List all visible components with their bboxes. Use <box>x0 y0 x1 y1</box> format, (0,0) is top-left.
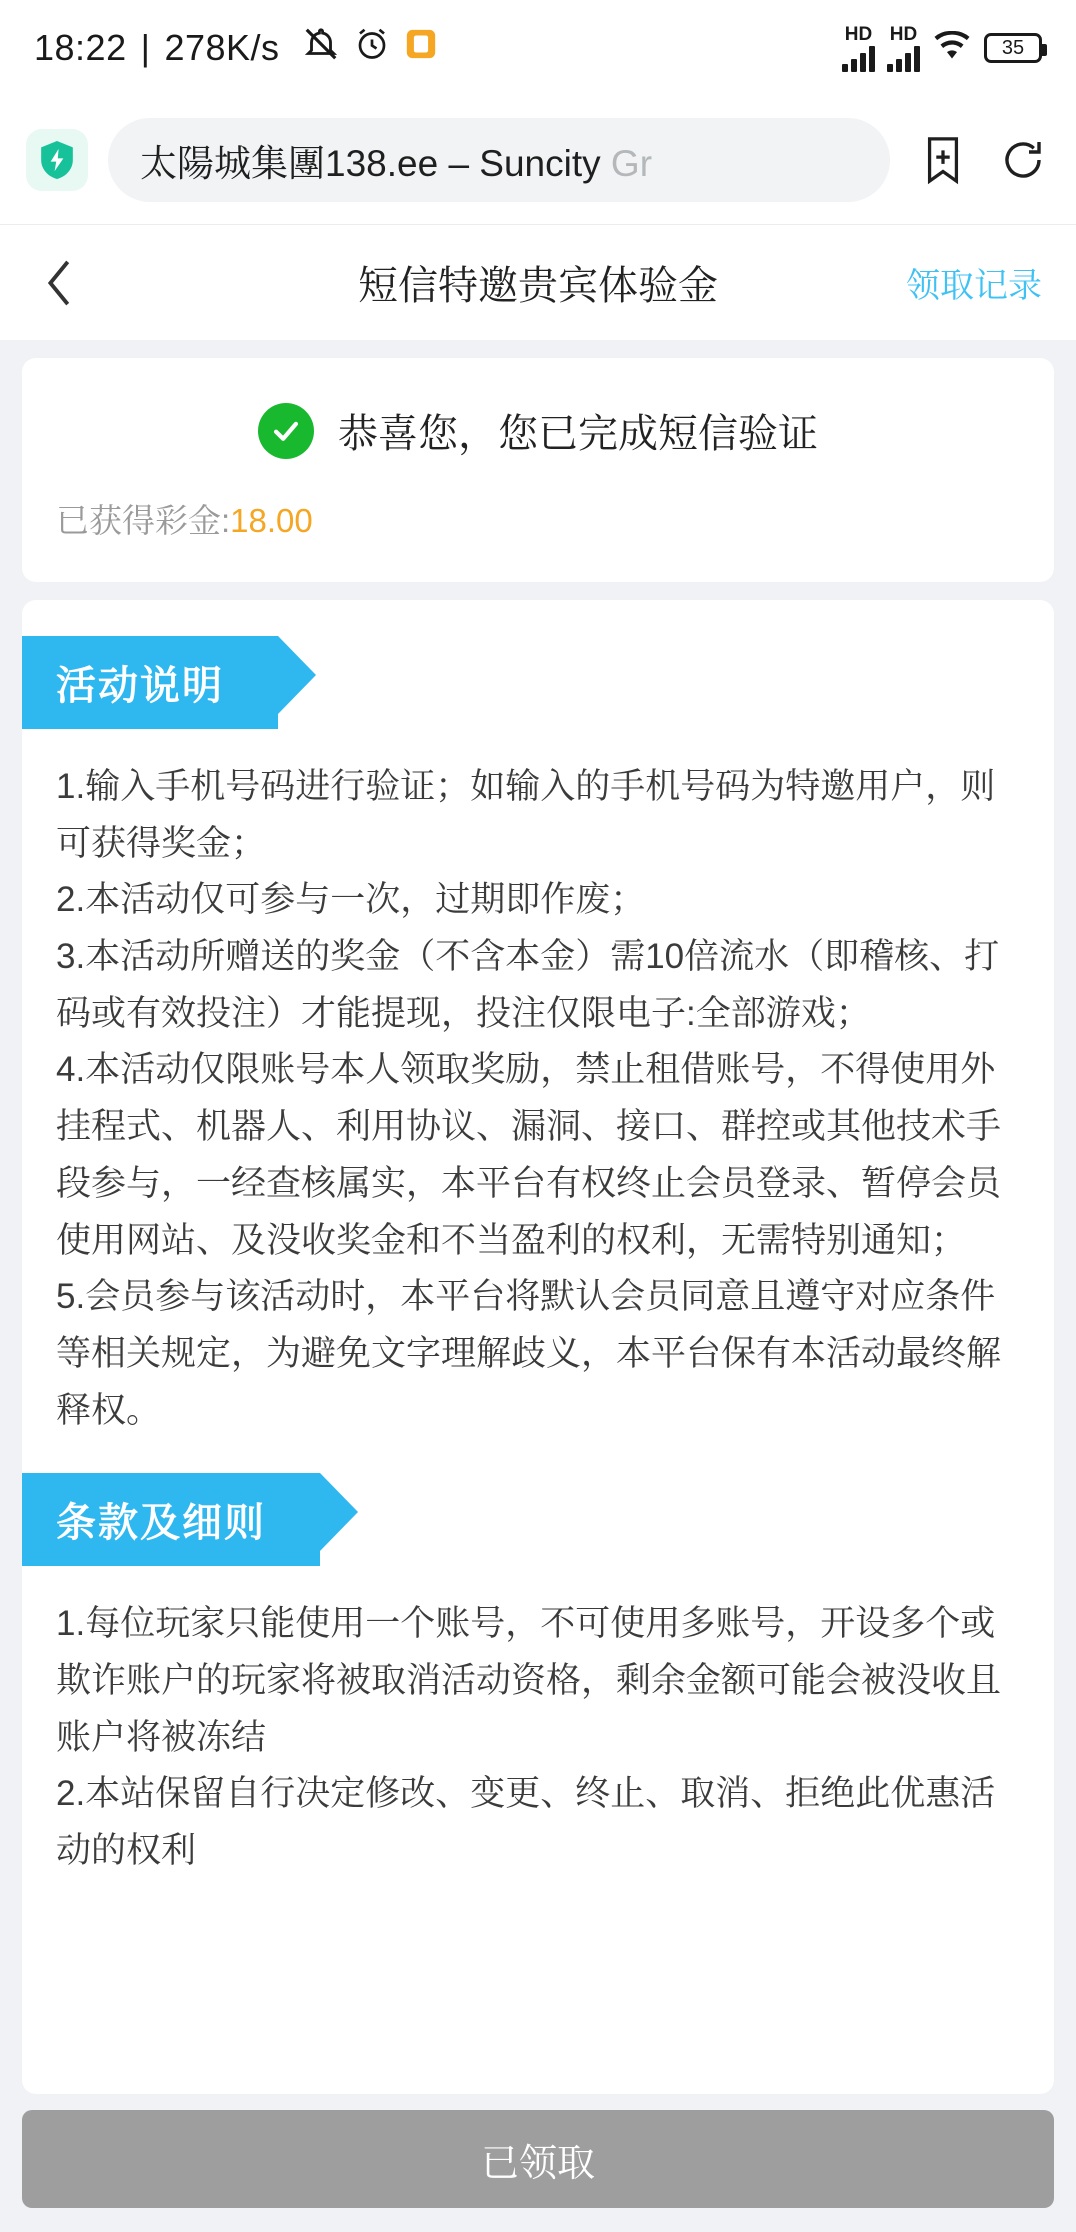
wifi-icon <box>932 31 972 66</box>
status-left-icons <box>302 25 438 72</box>
status-network-speed: 278K/s <box>164 27 280 68</box>
main-content <box>0 340 1076 2094</box>
reload-icon[interactable] <box>996 133 1050 187</box>
status-right-icons <box>842 25 1042 72</box>
hd-label-2: HD <box>889 23 918 45</box>
page-title: 短信特邀贵宾体验金 <box>358 264 718 308</box>
section-1-ribbon: 活动说明 <box>22 636 278 729</box>
battery-percent: 35 <box>1001 36 1025 59</box>
signal-icon-2 <box>887 25 920 72</box>
success-card <box>22 358 1054 582</box>
back-chevron-icon[interactable] <box>34 257 86 309</box>
status-separator: | <box>140 27 151 68</box>
section-2-header <box>22 1439 1054 1566</box>
section-2-body <box>22 1566 1054 1879</box>
url-text-faded: Gr <box>610 143 653 184</box>
status-bar <box>0 0 1076 96</box>
url-text: 太陽城集團138.ee – Suncity Gr <box>140 143 653 184</box>
section-2-ribbon: 条款及细则 <box>22 1473 320 1566</box>
shield-lightning-icon[interactable] <box>26 129 88 191</box>
browser-actions <box>910 133 1050 187</box>
section-1-header <box>22 600 1054 729</box>
section-1-paragraph-5: 5.会员参与该活动时，本平台将默认会员同意且遵守对应条件等相关规定，为避免文字理解歧义，本平台保有本活动最终解释权。 <box>56 1277 1002 1430</box>
bonus-label: 已获得彩金: <box>56 502 231 539</box>
success-message: 恭喜您，您已完成短信验证 <box>338 412 818 456</box>
bottom-bar <box>0 2094 1076 2232</box>
bonus-amount: 18.00 <box>230 502 313 539</box>
page-header <box>0 224 1076 340</box>
section-2-paragraph-1: 1.每位玩家只能使用一个账号，不可使用多账号，开设多个或欺诈账户的玩家将被取消活动资格，剩余金额可能会被没收且账户将被冻结 <box>56 1604 1002 1757</box>
battery-indicator <box>984 33 1042 63</box>
url-bar[interactable] <box>108 118 890 202</box>
records-link[interactable]: 领取记录 <box>906 267 1042 305</box>
success-check-icon <box>258 403 314 459</box>
section-2-paragraph-2: 2.本站保留自行决定修改、变更、终止、取消、拒绝此优惠活动的权利 <box>56 1774 996 1870</box>
section-1-paragraph-4: 4.本活动仅限账号本人领取奖励，禁止租借账号，不得使用外挂程式、机器人、利用协议、漏洞、接口、群控或其他技术手段参与，一经查核属实，本平台有权终止会员登录、暂停会员使用网站、及没收奖金和不当盈利的权利，无需特别通知； <box>56 1050 1002 1260</box>
section-1-paragraph-2: 2.本活动仅可参与一次，过期即作废； <box>56 880 646 920</box>
bonus-row <box>56 495 1020 542</box>
alarm-clock-icon <box>354 26 390 71</box>
claimed-button[interactable]: 已领取 <box>22 2110 1054 2208</box>
success-row <box>56 402 1020 459</box>
section-1-paragraph-3: 3.本活动所赠送的奖金（不含本金）需10倍流水（即稽核、打码或有效投注）才能提现，投注仅限电子:全部游戏； <box>56 937 1000 1033</box>
signal-icon <box>842 25 875 72</box>
status-time: 18:22 <box>34 27 127 68</box>
mute-bell-icon <box>302 25 340 72</box>
browser-toolbar <box>0 96 1076 224</box>
section-1-paragraph-1: 1.输入手机号码进行验证；如输入的手机号码为特邀用户，则可获得奖金； <box>56 767 996 863</box>
hd-label-1: HD <box>844 23 873 45</box>
section-1-body <box>22 729 1054 1439</box>
status-left <box>34 25 438 72</box>
add-bookmark-icon[interactable] <box>916 133 970 187</box>
note-app-icon <box>404 27 438 70</box>
info-card <box>22 600 1054 2094</box>
